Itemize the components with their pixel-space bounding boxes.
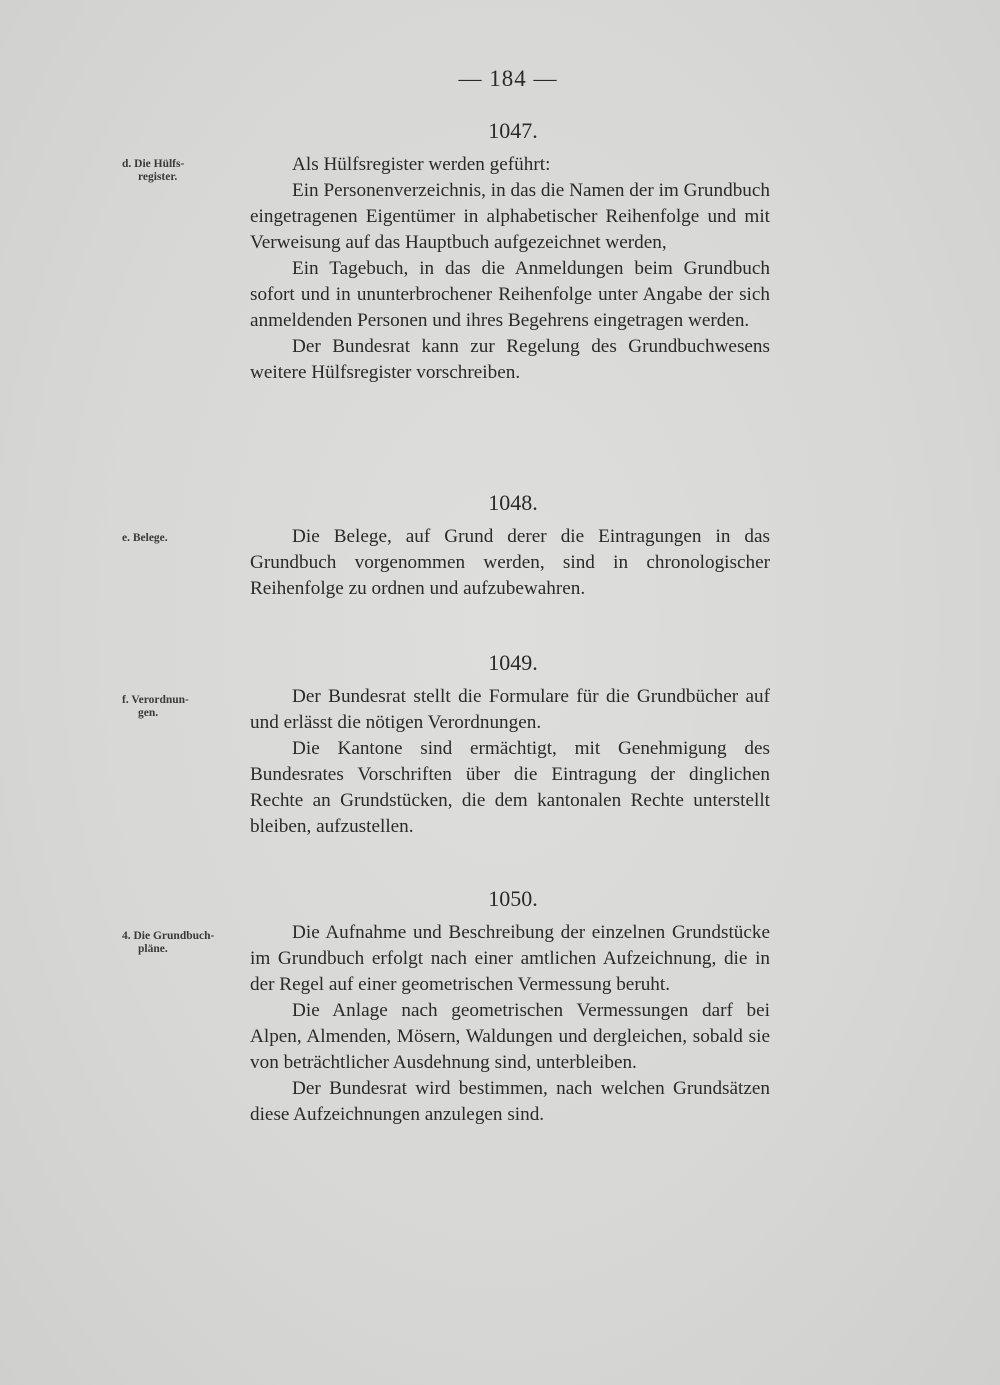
paragraph: Der Bundesrat kann zur Regelung des Grundbuchwesens weitere Hülfsregister vorschreiben. [250, 336, 770, 383]
margin-note-line: gen. [138, 707, 159, 719]
paragraph: Der Bundesrat wird bestimmen, nach welchen Grundsätzen diese Aufzeichnungen anzulegen sind. [250, 1078, 770, 1125]
margin-note [122, 532, 246, 545]
paragraph: Der Bundesrat stellt die Formulare für die Grundbücher auf und erlässt die nötigen Verordnungen. [250, 686, 770, 733]
article-number: 1048. [488, 490, 538, 515]
margin-note-line: pläne. [138, 943, 168, 955]
margin-note-line: 4. Die Grundbuch- [122, 930, 215, 942]
paragraph: Die Anlage nach geometrischen Vermessungen darf bei Alpen, Almenden, Mösern, Waldungen und dergleichen, sobald sie von beträchtlicher Ausdehnung sind, unterbleiben. [250, 1000, 770, 1073]
paragraph: Ein Tagebuch, in das die Anmeldungen beim Grundbuch sofort und in ununterbrochener Reihenfolge unter Angabe der sich anmeldenden Personen und ihres Begehrens eingetragen werden. [250, 258, 770, 331]
article-number: 1049. [488, 650, 538, 675]
margin-note-line: d. Die Hülfs- [122, 158, 185, 170]
paragraph: Ein Personenverzeichnis, in das die Namen der im Grundbuch eingetragenen Eigentümer in alphabetischer Reihenfolge und mit Verweisung auf das Hauptbuch aufgezeichnet werden, [250, 180, 770, 253]
article-1047 [250, 118, 770, 386]
margin-note-line: e. Belege. [122, 532, 168, 544]
paragraph: Die Aufnahme und Beschreibung der einzelnen Grundstücke im Grundbuch erfolgt nach einer amtlichen Aufzeichnung, die in der Regel auf einer geometrischen Vermessung beruht. [250, 922, 770, 995]
margin-note [122, 158, 246, 184]
margin-note-line: f. Verordnun- [122, 694, 189, 706]
article-1048 [250, 490, 770, 602]
page-number: — 184 — [458, 66, 558, 91]
article-number: 1050. [488, 886, 538, 911]
paragraph: Als Hülfsregister werden geführt: [292, 154, 551, 175]
margin-note [122, 930, 246, 956]
margin-note [122, 694, 246, 720]
margin-note-line: register. [138, 171, 178, 183]
article-1050 [250, 886, 770, 1128]
paragraph: Die Belege, auf Grund derer die Eintragungen in das Grundbuch vorgenommen werden, sind in chronologischer Reihenfolge zu ordnen und aufzubewahren. [250, 526, 770, 599]
paragraph: Die Kantone sind ermächtigt, mit Genehmigung des Bundesrates Vorschriften über die Eintragung der dinglichen Rechte an Grundstücken, die dem kantonalen Rechte unterstellt bleiben, aufzustellen. [250, 738, 770, 837]
article-1049 [250, 650, 770, 840]
article-number: 1047. [488, 118, 538, 143]
